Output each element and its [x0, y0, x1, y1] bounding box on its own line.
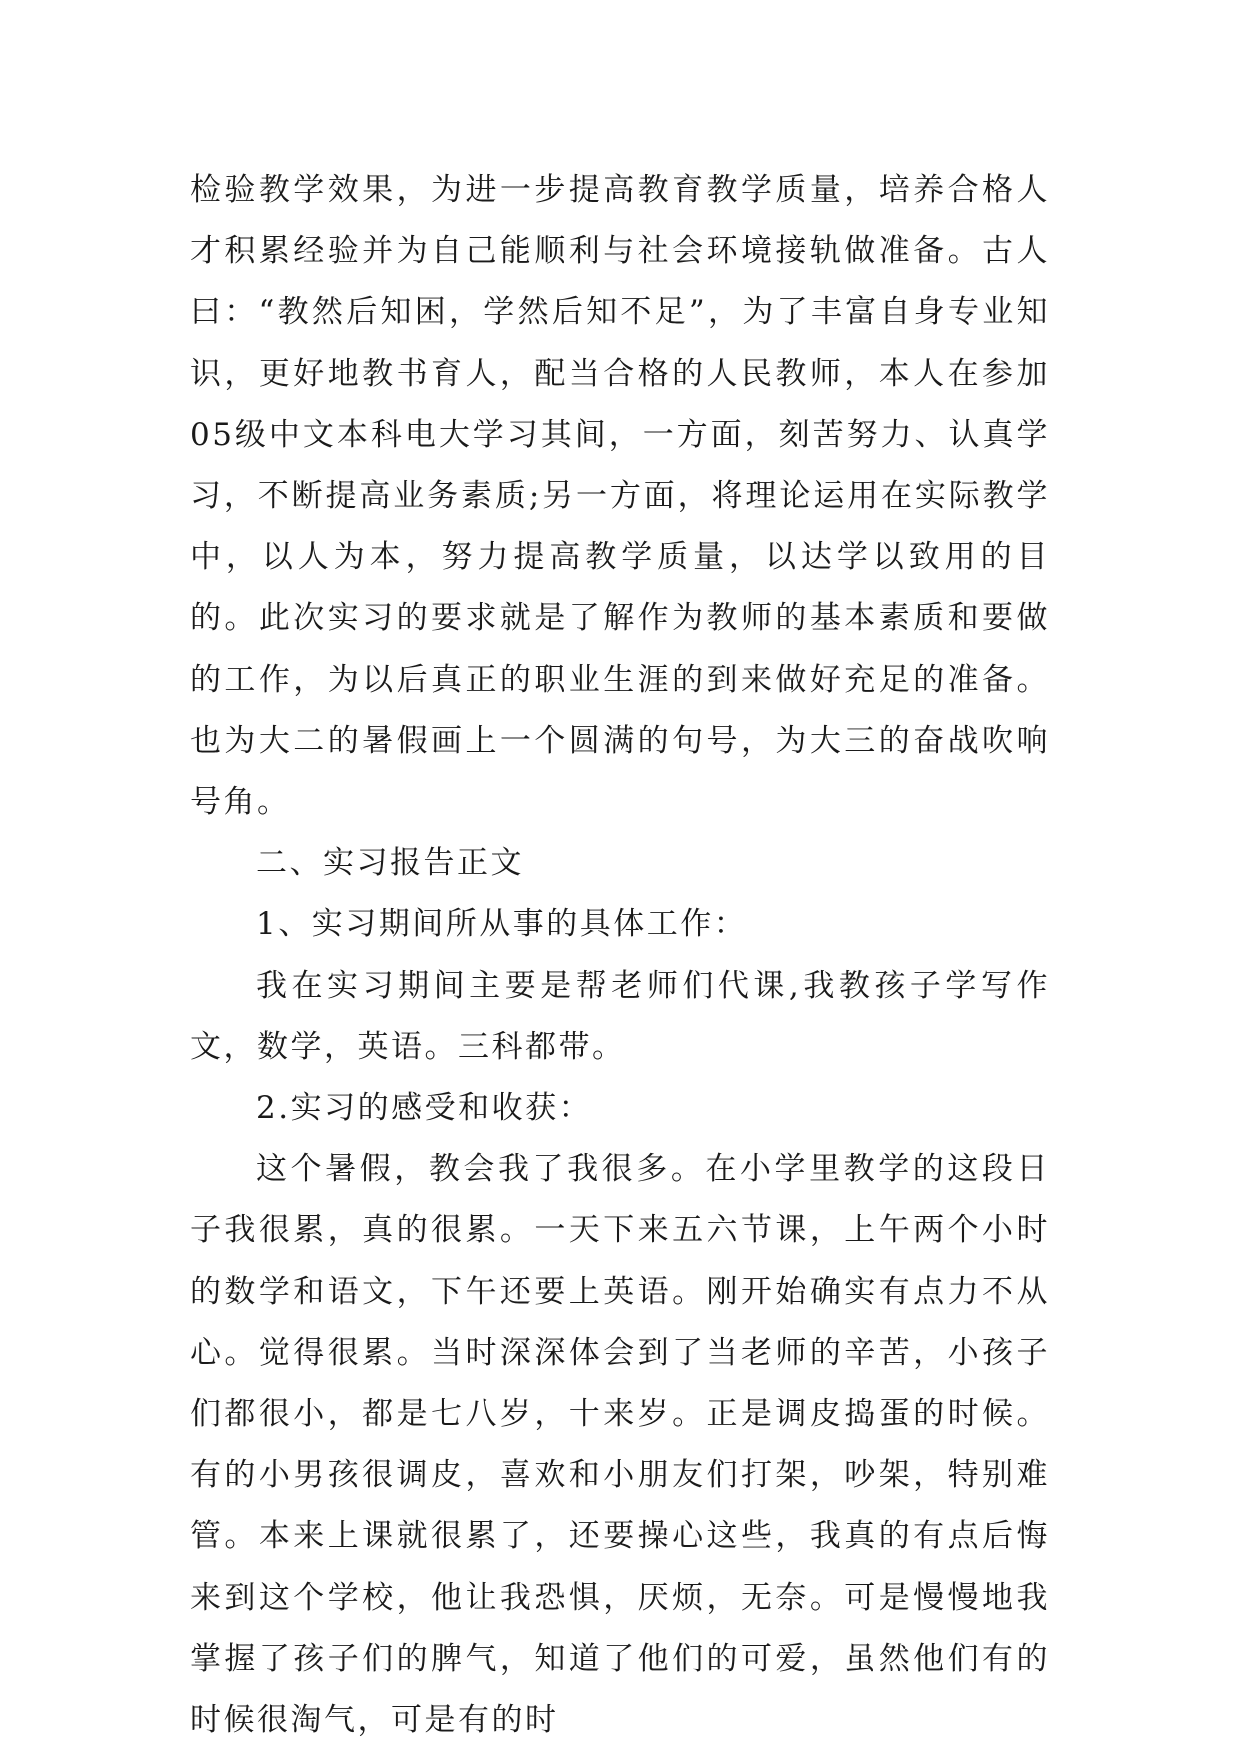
- section-heading-report-body: 二、实习报告正文: [256, 845, 524, 882]
- subheading-work-during-internship: 1、实习期间所从事的具体工作：: [256, 906, 748, 943]
- document-body: [190, 160, 1050, 1751]
- subheading-feelings-and-gains: 2.实习的感受和收获：: [256, 1090, 593, 1127]
- paragraph-feelings: 这个暑假，教会我了我很多。在小学里教学的这段日子我很累，真的很累。一天下来五六节课，上午两个小时的数学和语文，下午还要上英语。刚开始确实有点力不从心。觉得很累。当时深深体会到了当老师的辛苦，小孩子们都很小，都是七八岁，十来岁。正是调皮捣蛋的时候。有的小男孩很调皮，喜欢和小朋友们打架，吵架，特别难管。本来上课就很累了，还要操心这些，我真的有点后悔来到这个学校，他让我恐惧，厌烦，无奈。可是慢慢地我掌握了孩子们的脾气，知道了他们的可爱，虽然他们有的时候很淘气，可是有的时: [190, 1151, 1050, 1739]
- paragraph-intro: 检验教学效果，为进一步提高教育教学质量，培养合格人才积累经验并为自己能顺利与社会环境接轨做准备。古人曰：“教然后知困，学然后知不足”，为了丰富自身专业知识，更好地教书育人，配当合格的人民教师，本人在参加05级中文本科电大学习其间，一方面，刻苦努力、认真学习，不断提高业务素质;另一方面，将理论运用在实际教学中，以人为本，努力提高教学质量，以达学以致用的目的。此次实习的要求就是了解作为教师的基本素质和要做的工作，为以后真正的职业生涯的到来做好充足的准备。也为大二的暑假画上一个圆满的句号，为大三的奋战吹响号角。: [190, 172, 1050, 821]
- paragraph-work-description: 我在实习期间主要是帮老师们代课,我教孩子学写作文，数学，英语。三科都带。: [190, 967, 1050, 1065]
